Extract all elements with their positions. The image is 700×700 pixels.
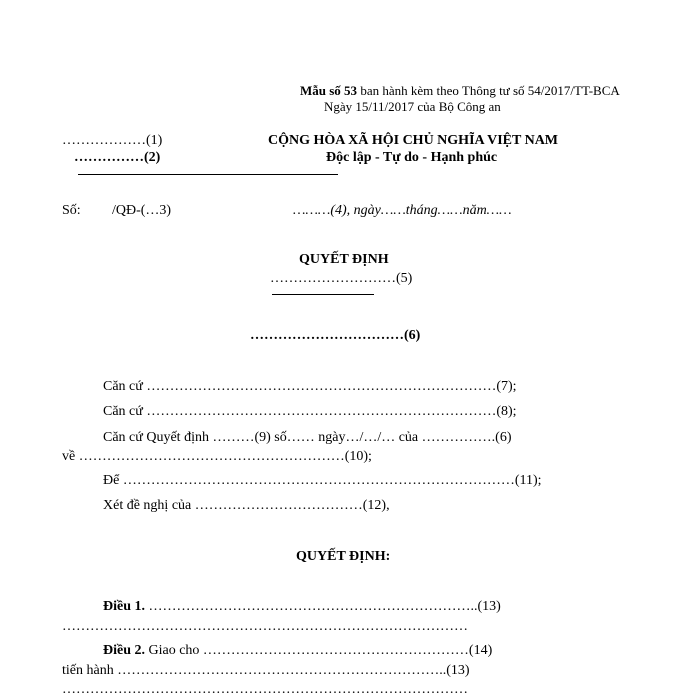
decision-subject: ………………………(5) [270,271,413,286]
form-number: Mẫu số 53 [300,83,358,98]
article-1 [103,599,501,615]
decides-title: QUYẾT ĐỊNH: [296,549,391,564]
decision-title: QUYẾT ĐỊNH [299,252,389,267]
article-1-continuation: …………………………………………………………………………… [62,619,468,634]
decision-authority: ……………………………(6) [250,328,421,343]
number-label: Số: [62,203,81,218]
article-2-label: Điều 2. [103,643,145,658]
form-reference [300,83,620,99]
basis-about-line: về …………………………………………………(10); [62,449,372,464]
form-reference-date: Ngày 15/11/2017 của Bộ Công an [324,99,501,114]
number-value: /QĐ-(…3) [112,203,172,218]
basis-line-7: Căn cứ …………………………………………………………………(7); [103,379,517,394]
basis-purpose-line: Để …………………………………………………………………………(11); [103,473,542,488]
article-2-continuation-2: …………………………………………………………………………… [62,682,468,697]
parent-agency: ………………(1) [62,133,163,148]
issuing-agency: ……………(2) [74,150,161,165]
agency-underline [78,174,338,175]
article-2-text: Giao cho …………………………………………………(14) [145,643,493,658]
article-2-continuation: tiến hành ……………………………………………………………..(13) [62,663,470,678]
national-title: CỘNG HÒA XÃ HỘI CHỦ NGHĨA VIỆT NAM [268,133,559,148]
form-reference-text: ban hành kèm theo Thông tư số 54/2017/TT-BCA [357,83,620,98]
article-1-label: Điều 1. [103,599,145,614]
basis-proposal-line: Xét đề nghị của ………………………………(12), [103,498,390,513]
basis-line-8: Căn cứ …………………………………………………………………(8); [103,404,517,419]
basis-decision-line: Căn cứ Quyết định ………(9) số…… ngày…/…/… của …………….(6) [103,430,512,445]
article-1-text: ……………………………………………………………..(13) [145,599,501,614]
subject-underline [272,294,374,295]
national-motto: Độc lập - Tự do - Hạnh phúc [326,150,498,165]
place-date: ………(4), ngày……tháng……năm…… [293,203,512,218]
article-2 [103,643,492,659]
